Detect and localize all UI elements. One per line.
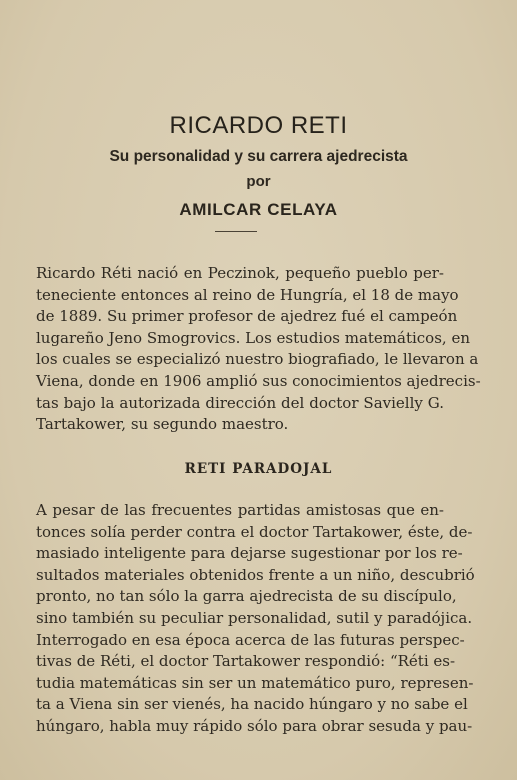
text-line: Ricardo Réti nació en Peczinok, pequeño pueblo per-	[36, 264, 444, 282]
author-name: AMILCAR CELAYA	[179, 200, 338, 219]
text-line: ta a Viena sin ser vienés, ha nacido húngaro y no sabe el	[36, 695, 468, 714]
text-line: Tartakower, su segundo maestro.	[36, 415, 289, 434]
paragraph-reti-paradojal	[36, 500, 475, 738]
text-line: húngaro, habla muy rápido sólo para obrar sesuda y pau-	[36, 716, 473, 735]
text-line: Interrogado en esa época acerca de las futuras perspec-	[36, 630, 465, 649]
text-line: sultados materiales obtenidos frente a un niño, descubrió	[36, 565, 475, 584]
text-line: A pesar de las frecuentes partidas amistosas que en-	[36, 501, 444, 519]
article-title: RICARDO RETI	[169, 112, 348, 139]
text-line: masiado inteligente para dejarse sugestionar por los re-	[36, 544, 463, 563]
text-line: tivas de Réti, el doctor Tartakower respondió: “Réti es-	[36, 652, 456, 671]
text-line: los cuales se especializó nuestro biografiado, le llevaron a	[36, 350, 479, 369]
paragraph-intro	[36, 263, 481, 436]
article-subtitle: Su personalidad y su carrera ajedrecista	[109, 148, 408, 165]
text-line: lugareño Jeno Smogrovics. Los estudios matemáticos, en	[36, 328, 470, 347]
text-line: sino también su peculiar personalidad, sutil y paradójica.	[36, 608, 473, 627]
text-line: tas bajo la autorizada dirección del doctor Savielly G.	[36, 393, 444, 412]
byline-por: por	[246, 173, 271, 190]
title-divider	[215, 231, 257, 232]
text-line: pronto, no tan sólo la garra ajedrecista de su discípulo,	[36, 587, 457, 606]
text-line: tudia matemáticas sin ser un matemático puro, represen-	[36, 673, 474, 692]
text-line: teneciente entonces al reino de Hungría, el 18 de mayo	[36, 285, 459, 304]
section-heading: RETI PARADOJAL	[184, 461, 333, 477]
text-line: tonces solía perder contra el doctor Tartakower, éste, de-	[36, 522, 473, 541]
text-line: Viena, donde en 1906 amplió sus conocimientos ajedrecis-	[36, 371, 481, 390]
text-line: de 1889. Su primer profesor de ajedrez fué el campeón	[36, 307, 458, 326]
